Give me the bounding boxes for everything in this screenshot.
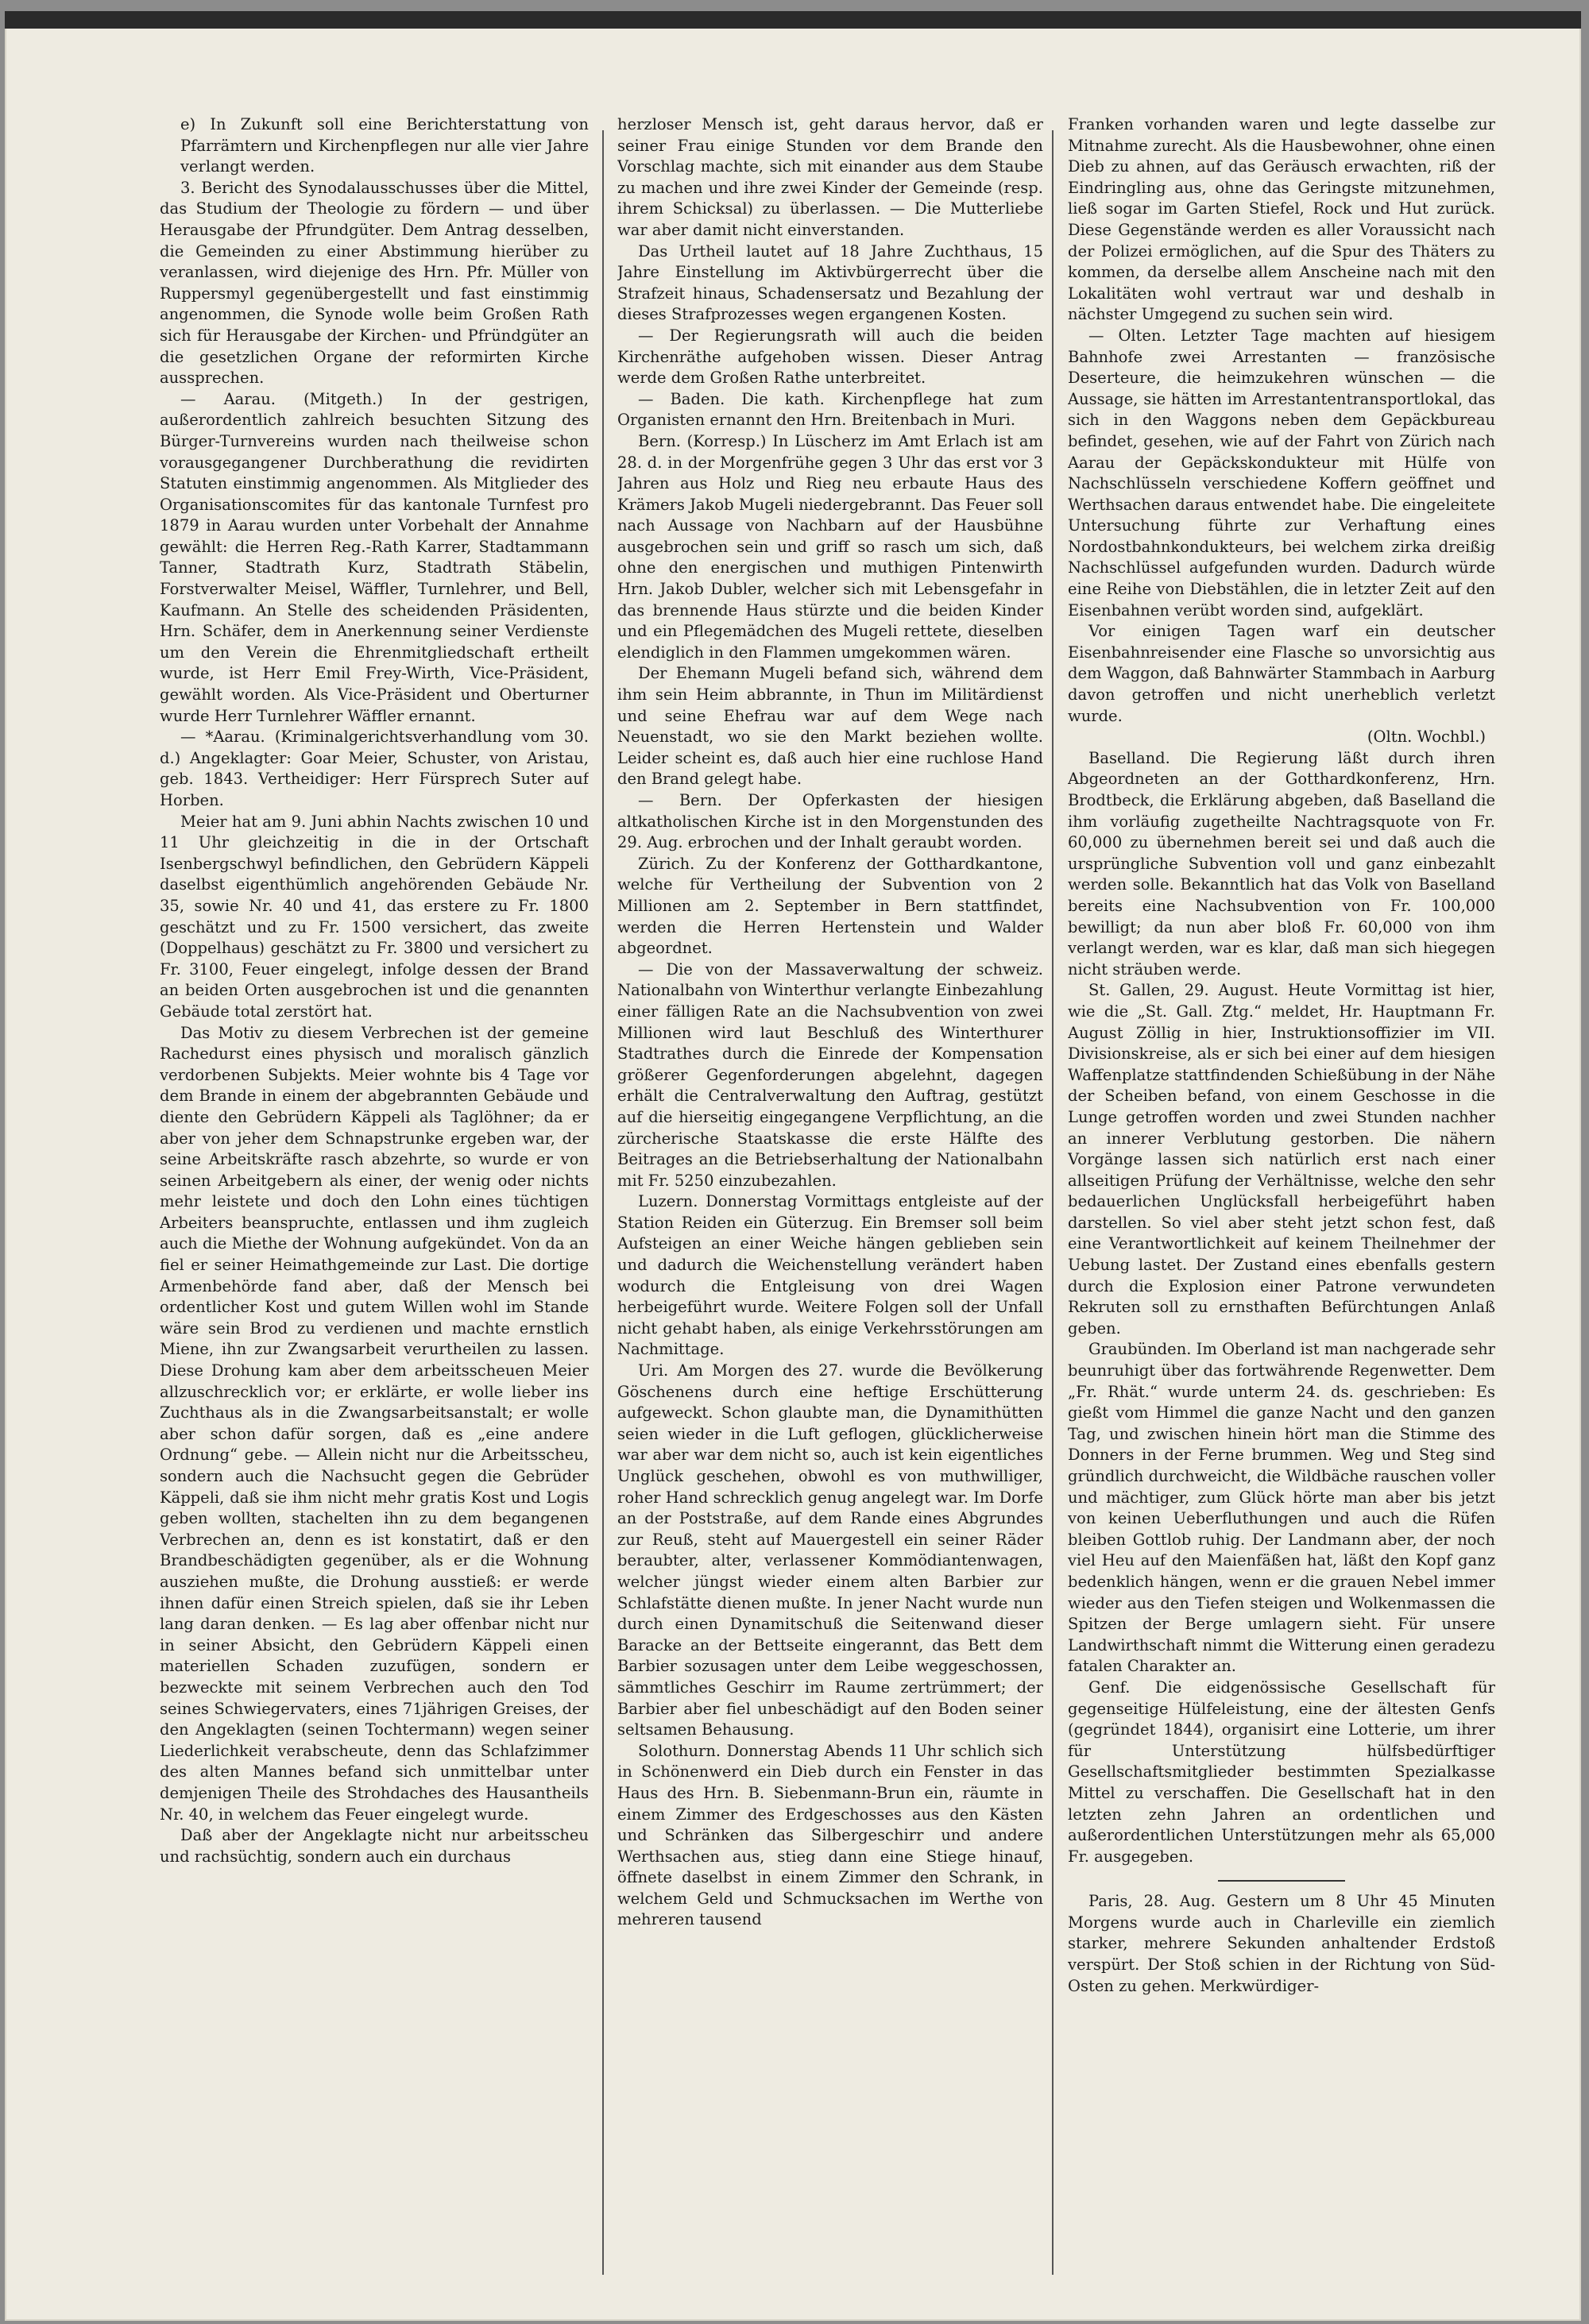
column-1 (160, 114, 589, 2259)
column-rule-1 (602, 130, 604, 2275)
col3-paragraph: Vor einigen Tagen warf ein deutscher Eisenbahnreisender eine Flasche so unvorsichtig aus dem Waggon, daß Bahnwärter Stammbach in Aarburg davon getroffen und nicht unerheblich verletzt wurde. (1068, 622, 1495, 725)
col2-paragraph: — Die von der Massaverwaltung der schweiz. Nationalbahn von Winterthur verlangte Einbezahlung einer fälligen Rate an die Nachsubvention von zwei Millionen wird laut Beschluß des Winterthurer Stadtrathes durch die Einrede der Kompensation größerer Gegenforderungen abgelehnt, dagegen erhält die Centralverwaltung den Auftrag, gestützt auf die hierseitig eingegangene Verpflichtung, an die zürcherische Staatskasse die erste Hälfte des Beitrages an die Betriebserhaltung der Nationalbahn mit Fr. 5250 einzubezahlen. (617, 959, 1043, 1190)
col1-paragraph: 3. Bericht des Synodalausschusses über die Mittel, das Studium der Theologie zu fördern — und über Herausgabe der Pfrundgüter. Dem Antrag desselben, die Gemeinden zu einer Abstimmung hierüber zu veranlassen, wird diejenige des Hrn. Pfr. Müller von Ruppersmyl gegenübergestellt und fast einstimmig angenommen, die Synode wolle beim Großen Rath sich für Herausgabe der Kirchen- und Pfründgüter an die gesetzlichen Organe der reformirten Kirche aussprechen. (160, 178, 589, 388)
col2-paragraph: Bern. (Korresp.) In Lüscherz im Amt Erlach ist am 28. d. in der Morgenfrühe gegen 3 Uhr das erst vor 3 Jahren aus Holz und Rieg neu erbaute Haus des Krämers Jakob Mugeli niedergebrannt. Das Feuer soll nach Aussage von Nachbarn auf der Hausbühne ausgebrochen sein und griff so rasch um sich, daß ohne den energischen und muthigen Pintenwirth Hrn. Jakob Dubler, welcher sich mit Lebensgefahr in das brennende Haus stürzte und die beiden Kinder und ein Pflegemädchen des Mugeli rettete, dieselben elendiglich in den Flammen umgekommen wären. (617, 431, 1043, 662)
section-divider (1218, 1880, 1345, 1882)
source-credit: (Oltn. Wochbl.) (1367, 728, 1486, 747)
col1-paragraph: Das Motiv zu diesem Verbrechen ist der gemeine Rachedurst eines physisch und moralisch gänzlich verdorbenen Subjekts. Meier wohnte bis 4 Tage vor dem Brande in einem der abgebrannten Gebäude und diente den Gebrüdern Käppeli als Taglöhner; da er aber von jeher dem Schnapstrunke ergeben war, der seine Arbeitskräfte rasch abzehrte, so wurde er von seinen Arbeitgebern als einer, der wenig oder nichts mehr leistete und doch den Lohn eines tüchtigen Arbeiters beanspruchte, entlassen und ihm zugleich auch die Miethe der Wohnung aufgekündet. Von da an fiel er seiner Heimathgemeinde zur Last. Die dortige Armenbehörde fand aber, daß der Mensch bei ordentlicher Kost und gutem Willen wohl im Stande wäre sein Brod zu verdienen und machte ernstlich Miene, ihn zur Zwangsarbeit verurtheilen zu lassen. Diese Drohung kam aber dem arbeitsscheuen Meier allzuschrecklich vor; er erklärte, er wolle lieber ins Zuchthaus als in die Zwangsarbeitsanstalt; er wolle aber schon dafür sorgen, daß es „eine andere Ordnung“ gebe. — Allein nicht nur die Arbeitsscheu, sondern auch die Nachsucht gegen die Gebrüder Käppeli, daß sie ihm nicht mehr gratis Kost und Logis geben wollten, stachelten ihn zu dem begangenen Verbrechen an, denn es ist konstatirt, daß er den Brandbeschädigten gegenüber, als er die Wohnung ausziehen mußte, die Drohung ausstieß: er werde ihnen dafür einen Streich spielen, daß sie ihr Leben lang daran denken. — Es lag aber offenbar nicht nur in seiner Absicht, den Gebrüdern Käppeli einen materiellen Schaden zuzufügen, sondern er bezweckte mit seinem Verbrechen auch den Tod seines Schwiegervaters, eines 71jährigen Greises, der den Angeklagten (seinen Tochtermann) wegen seiner Liederlichkeit verabscheute, denn das Schlafzimmer des alten Mannes befand sich unmittelbar unter demjenigen Theile des Strohdaches des Hausantheils Nr. 40, in welchem das Feuer eingelegt wurde. (160, 1023, 589, 1824)
col3-paragraph: Graubünden. Im Oberland ist man nachgerade sehr beunruhigt über das fortwährende Regenwetter. Dem „Fr. Rhät.“ wurde unterm 24. ds. geschrieben: Es gießt vom Himmel die ganze Nacht und den ganzen Tag, und zwischen hinein hört man die Stimme des Donners in der Ferne brummen. Weg und Steg sind gründlich durchweicht, die Wildbäche rauschen voller und mächtiger, zum Glück hörte man aber bis jetzt von keinen Ueberfluthungen und auch die Rüfen bleiben Gottlob ruhig. Der Landmann aber, der noch viel Heu auf den Maienfäßen hat, läßt den Kopf ganz bedenklich hängen, wenn er die grauen Nebel immer wieder aus den Tiefen steigen und Wolkenmassen die Spitzen der Berge umlagern sieht. Für unsere Landwirthschaft nimmt die Witterung einen geradezu fatalen Charakter an. (1068, 1340, 1495, 1676)
col1-paragraph: — *Aarau. (Kriminalgerichtsverhandlung vom 30. d.) Angeklagter: Goar Meier, Schuster, von Aristau, geb. 1843. Vertheidiger: Herr Fürsprech Suter auf Horben. (160, 728, 589, 809)
col3-paragraph: Genf. Die eidgenössische Gesellschaft für gegenseitige Hülfeleistung, eine der ältesten Genfs (gegründet 1844), organisirt eine Lotterie, um ihrer für Unterstützung hülfsbedürftiger Gesellschaftsmitglieder bestimmten Spezialkasse Mittel zu verschaffen. Die Gesellschaft hat in den letzten zehn Jahren an ordentlichen und außerordentlichen Unterstützungen mehr als 65,000 Fr. ausgegeben. (1068, 1677, 1495, 1866)
col3-paragraph: St. Gallen, 29. August. Heute Vormittag ist hier, wie die „St. Gall. Ztg.“ meldet, Hr. Hauptmann Fr. August Zöllig in hier, Instruktionsoffizier im VII. Divisionskreise, als er sich bei einer auf dem hiesigen Waffenplatze stattfindenden Schießübung in der Nähe der Scheiben befand, von einem Geschosse in die Lunge getroffen worden und zwei Stunden nachher an innerer Verblutung gestorben. Die nähern Vorgänge lassen sich natürlich erst nach einer allseitigen Prüfung der Verhältnisse, welche den sehr bedauerlichen Unglücksfall herbeigeführt haben darstellen. So viel aber steht jetzt schon fest, daß eine Verantwortlichkeit auf keinem Theilnehmer der Uebung lastet. Der Zustand eines ebenfalls gestern durch die Explosion einer Patrone verwundeten Rekruten soll zu ernsthaften Befürchtungen Anlaß geben. (1068, 981, 1495, 1338)
col2-paragraph: Das Urtheil lautet auf 18 Jahre Zuchthaus, 15 Jahre Einstellung im Aktivbürgerrecht über die Strafzeit hinaus, Schadensersatz und Bezahlung der dieses Strafprozesses wegen ergangenen Kosten. (617, 241, 1043, 324)
col1-paragraph: Daß aber der Angeklagte nicht nur arbeitsscheu und rachsüchtig, sondern auch ein durchaus (160, 1826, 589, 1866)
col3-paragraph: Franken vorhanden waren und legte dasselbe zur Mitnahme zurecht. Als die Hausbewohner, ohne einen Dieb zu ahnen, auf das Geräusch erwachten, riß der Eindringling aus, ohne das Geringste mitzunehmen, ließ sogar im Garten Stiefel, Rock und Hut zurück. Diese Gegenstände werden es aller Voraussicht nach der Polizei ermöglichen, auf die Spur des Thäters zu kommen, da derselbe allem Anscheine nach mit den Lokalitäten wohl vertraut war und deshalb in nächster Umgegend zu suchen sein wird. (1068, 115, 1495, 324)
col3-paragraph: — Olten. Letzter Tage machten auf hiesigem Bahnhofe zwei Arrestanten — französische Deserteure, die heimzukehren wünschen — die Aussage, sie hätten im Arrestantentransportlokal, das sich in den Waggons neben dem Gepäckbureau befindet, gesehen, wie auf der Fahrt von Zürich nach Aarau der Gepäckskondukteur mit Hülfe von Nachschlüsseln verschiedene Koffern geöffnet und Werthsachen daraus entwendet habe. Die eingeleitete Untersuchung führte zur Verhaftung eines Nordostbahnkondukteurs, bei welchem zirka dreißig Nachschlüssel aufgefunden wurden. Dadurch würde eine Reihe von Diebstählen, die in letzter Zeit auf den Eisenbahnen verübt worden sind, aufgeklärt. (1068, 326, 1495, 620)
col2-paragraph: Solothurn. Donnerstag Abends 11 Uhr schlich sich in Schönenwerd ein Dieb durch ein Fenster in das Haus des Hrn. B. Siebenmann-Brun ein, räumte in einem Zimmer des Erdgeschosses aus den Kästen und Schränken das Silbergeschirr und andere Werthsachen aus, stieg dann eine Stiege hinauf, öffnete daselbst in einem Zimmer den Schrank, in welchem Geld und Schmucksachen im Werthe von mehreren tausend (617, 1741, 1043, 1929)
newspaper-page (5, 11, 1581, 2321)
col2-paragraph: — Der Regierungsrath will auch die beiden Kirchenräthe aufgehoben wissen. Dieser Antrag werde dem Großen Rathe unterbreitet. (617, 326, 1043, 388)
scan-top-edge (5, 11, 1581, 29)
col1-paragraph: Meier hat am 9. Juni abhin Nachts zwischen 10 und 11 Uhr gleichzeitig in die in der Ortschaft Isenbergschwyl befindlichen, den Gebrüdern Käppeli daselbst eigenthümlich angehörenden Gebäude Nr. 35, sowie Nr. 40 und 41, das erstere zu Fr. 1800 geschätzt und zu Fr. 1500 versichert, das zweite (Doppelhaus) geschätzt zu Fr. 3800 und versichert zu Fr. 3100, Feuer eingelegt, infolge dessen der Brand an beiden Orten ausgebrochen ist und die genannten Gebäude total zerstört hat. (160, 812, 589, 1021)
col1-paragraph: — Aarau. (Mitgeth.) In der gestrigen, außerordentlich zahlreich besuchten Sitzung des Bürger-Turnvereins wurden nach theilweise schon vorausgegangener Durchberathung die revidirten Statuten einstimmig angenommen. Als Mitglieder des Organisationscomites für das kantonale Turnfest pro 1879 in Aarau wurden unter Vorbehalt der Annahme gewählt: die Herren Reg.-Rath Karrer, Stadtammann Tanner, Stadtrath Kurz, Stadtrath Stäbelin, Forstverwalter Meisel, Wäffler, Turnlehrer, und Bell, Kaufmann. An Stelle des scheidenden Präsidenten, Hrn. Schäfer, dem in Anerkennung seiner Verdienste um den Verein die Ehrenmitgliedschaft ertheilt wurde, ist Herr Emil Frey-Wirth, Vice-Präsident, gewählt worden. Als Vice-Präsident und Oberturner wurde Herr Turnlehrer Wäffler ernannt. (160, 389, 589, 725)
col1-paragraph: e) In Zukunft soll eine Berichterstattung von Pfarrämtern und Kirchenpflegen nur alle vier Jahre verlangt werden. (180, 115, 589, 176)
col3-paragraph: Paris, 28. Aug. Gestern um 8 Uhr 45 Minuten Morgens wurde auch in Charleville ein ziemlich starker, mehrere Sekunden anhaltender Erdstoß verspürt. Der Stoß schien in der Richtung von Süd-Osten zu gehen. Merkwürdiger- (1068, 1892, 1495, 1995)
col2-paragraph: herzloser Mensch ist, geht daraus hervor, daß er seiner Frau einige Stunden vor dem Brande den Vorschlag machte, sich mit einander aus dem Staube zu machen und ihre zwei Kinder der Gemeinde (resp. ihrem Schicksal) zu überlassen. — Die Mutterliebe war aber damit nicht einverstanden. (617, 115, 1043, 239)
col2-paragraph: Der Ehemann Mugeli befand sich, während dem ihm sein Heim abbrannte, in Thun im Militärdienst und seine Ehefrau war auf dem Wege nach Neuenstadt, wo sie den Markt beziehen wollte. Leider scheint es, daß auch hier eine ruchlose Hand den Brand gelegt habe. (617, 664, 1043, 789)
col2-paragraph: — Baden. Die kath. Kirchenpflege hat zum Organisten ernannt den Hrn. Breitenbach in Muri. (617, 389, 1043, 430)
col2-paragraph: Uri. Am Morgen des 27. wurde die Bevölkerung Göschenens durch eine heftige Erschütterung aufgeweckt. Schon glaubte man, die Dynamithütten seien wieder in die Luft geflogen, glücklicherweise war aber war dem nicht so, auch ist kein eigentliches Unglück geschehen, obwohl es von muthwilliger, roher Hand schrecklich genug angelegt war. Im Dorfe an der Poststraße, auf dem Rande eines Abgrundes zur Reuß, steht auf Mauergestell ein seiner Räder beraubter, alter, verlassener Kommödiantenwagen, welcher jüngst wieder einem alten Barbier zur Schlafstätte dienen mußte. In jener Nacht wurde nun durch einen Dynamitschuß die Seitenwand dieser Baracke an der Bettseite eingerannt, das Bett dem Barbier sozusagen unter dem Leibe weggeschossen, sämmtliches Geschirr im Raume zertrümmert; der Barbier aber fiel unbeschädigt auf den Boden seiner seltsamen Behausung. (617, 1361, 1043, 1739)
col3-paragraph: Baselland. Die Regierung läßt durch ihren Abgeordneten an der Gotthardkonferenz, Hrn. Brodtbeck, die Erklärung abgeben, daß Baselland die ihm vorläufig zugetheilte Nachtragsquote von Fr. 60,000 zu übernehmen bereit sei und daß auch die ursprüngliche Subvention voll und ganz einbezahlt werden solle. Bekanntlich hat das Volk von Baselland bereits eine Nachsubvention von Fr. 100,000 bewilligt; da nun aber bloß Fr. 60,000 von ihm verlangt werden, war es klar, daß man sich hiegegen nicht sträuben werde. (1068, 748, 1495, 979)
col2-paragraph: Luzern. Donnerstag Vormittags entgleiste auf der Station Reiden ein Güterzug. Ein Bremser soll beim Aufsteigen an einer Weiche hängen geblieben sein und dadurch die Weichenstellung verändert haben wodurch die Entgleisung von drei Wagen herbeigeführt wurde. Weitere Folgen soll der Unfall nicht gehabt haben, als einige Verkehrsstörungen am Nachmittage. (617, 1192, 1043, 1359)
column-3 (1068, 114, 1495, 2259)
column-rule-2 (1052, 130, 1054, 2275)
col2-paragraph: Zürich. Zu der Konferenz der Gotthardkantone, welche für Vertheilung der Subvention von 2 Millionen am 2. September in Bern stattfindet, werden die Herren Hertenstein und Walder abgeordnet. (617, 854, 1043, 958)
col2-paragraph: — Bern. Der Opferkasten der hiesigen altkatholischen Kirche ist in den Morgenstunden des 29. Aug. erbrochen und der Inhalt geraubt worden. (617, 791, 1043, 852)
column-2 (617, 114, 1043, 2259)
